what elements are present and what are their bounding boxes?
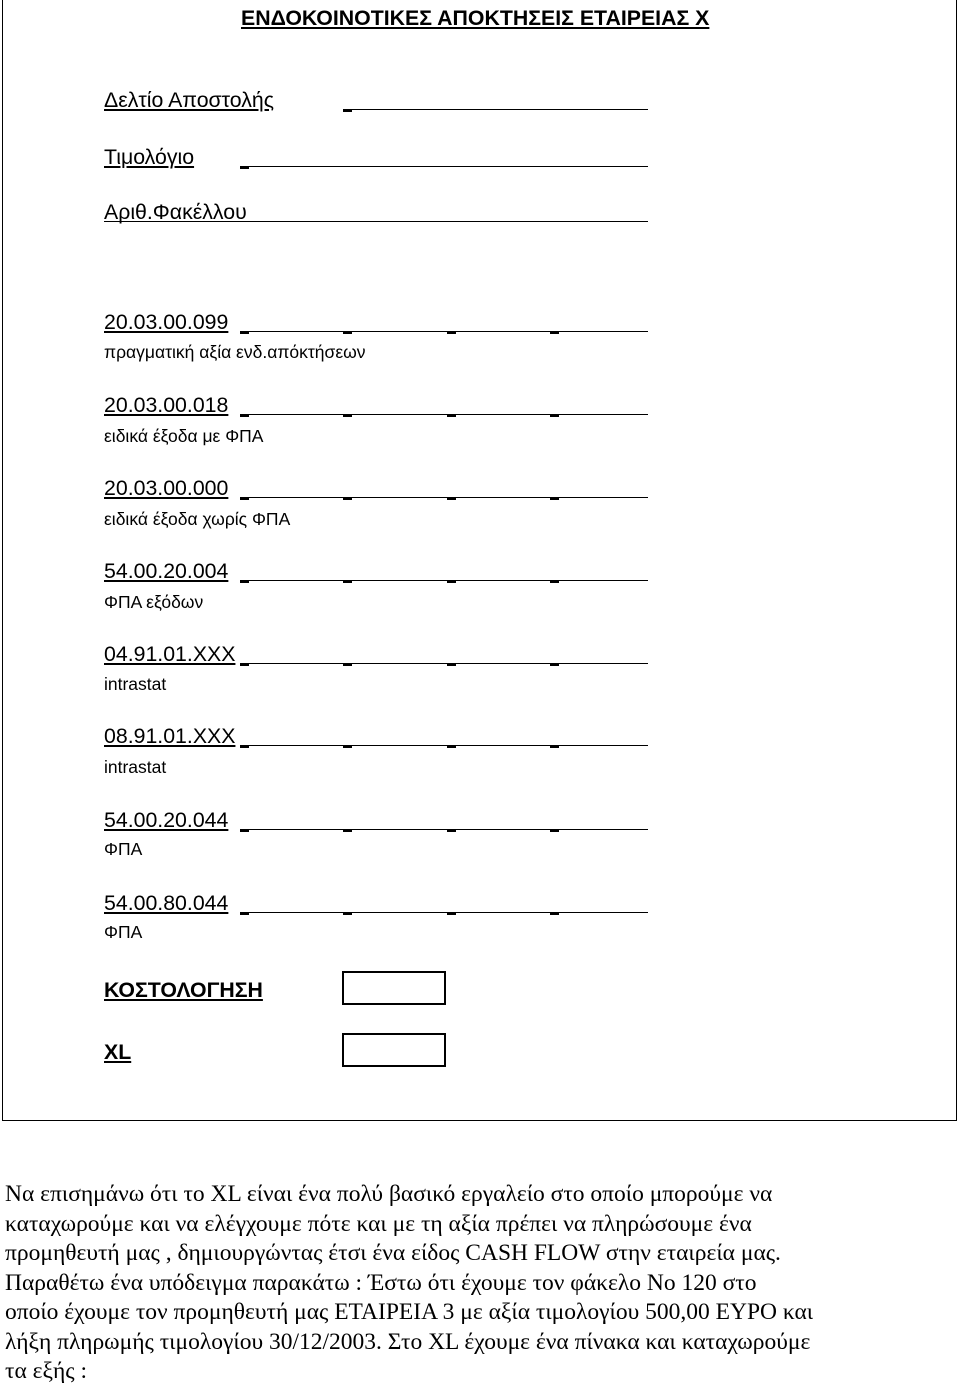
note-line: λήξη πληρωμής τιμολογίου 30/12/2003. Στο XL έχουμε ένα πίνακα και καταχωρούμε <box>5 1328 811 1355</box>
blank-mark <box>447 331 456 334</box>
account-description: intrastat <box>104 674 167 694</box>
blank-mark <box>447 497 456 500</box>
account-amount-field[interactable] <box>240 663 648 664</box>
xl-box[interactable] <box>342 1033 446 1067</box>
account-code: 20.03.00.099 <box>104 310 229 334</box>
account-amount-field[interactable] <box>240 580 648 581</box>
account-amount-field[interactable] <box>240 414 648 415</box>
account-code: 08.91.01.ΧΧΧ <box>104 724 236 748</box>
blank-mark <box>343 663 352 666</box>
blank-mark <box>447 829 456 832</box>
blank-mark <box>240 414 249 417</box>
blank-mark <box>447 580 456 583</box>
blank-mark <box>550 912 559 915</box>
invoice-label: Τιμολόγιο <box>104 145 195 169</box>
delivery-note-field[interactable] <box>343 109 648 110</box>
account-amount-field[interactable] <box>240 912 648 913</box>
account-amount-field[interactable] <box>240 331 648 332</box>
blank-mark <box>550 663 559 666</box>
account-description: ειδικά έξοδα με ΦΠΑ <box>104 426 264 446</box>
note-line: οποίο έχουμε τον προμηθευτή μας ΕΤΑΙΡΕΙΑ 3 με αξία τιμολογίου 500,00 ΕΥΡΟ και <box>5 1299 814 1325</box>
blank-mark <box>550 745 559 748</box>
file-number-label: Αριθ.Φακέλλου <box>104 200 247 224</box>
blank-mark <box>447 912 456 915</box>
blank-mark <box>550 829 559 832</box>
blank-mark <box>240 829 249 832</box>
note-line: τα εξής : <box>5 1358 87 1384</box>
blank-mark <box>240 745 249 748</box>
blank-mark <box>343 745 352 748</box>
costing-box[interactable] <box>342 971 446 1005</box>
blank-mark <box>343 414 352 417</box>
account-description: ΦΠΑ <box>104 839 143 859</box>
blank-mark <box>447 414 456 417</box>
file-number-field[interactable] <box>104 221 648 222</box>
note-paragraph <box>5 1180 813 1387</box>
account-code: 20.03.00.000 <box>104 476 229 500</box>
blank-mark <box>240 331 249 334</box>
document-title: ΕΝΔΟΚΟΙΝΟΤΙΚΕΣ ΑΠΟΚΤΗΣΕΙΣ ΕΤΑΙΡΕΙΑΣ Χ <box>241 6 710 30</box>
delivery-note-label: Δελτίο Αποστολής <box>104 88 274 112</box>
account-description: πραγματική αξία ενδ.απόκτήσεων <box>104 342 366 362</box>
note-line: Να επισημάνω ότι το XL είναι ένα πολύ βασικό εργαλείο στο οποίο μπορούμε να <box>5 1181 773 1207</box>
blank-mark <box>240 580 249 583</box>
account-code: 54.00.20.004 <box>104 559 229 583</box>
blank-mark <box>343 912 352 915</box>
account-code: 54.00.80.044 <box>104 891 229 915</box>
blank-mark <box>343 109 352 112</box>
account-description: intrastat <box>104 757 167 777</box>
costing-label: ΚΟΣΤΟΛΟΓΗΣΗ <box>104 978 263 1002</box>
note-line: καταχωρούμε και να ελέγχουμε πότε και με τη αξία πρέπει να πληρώσουμε ένα <box>5 1210 752 1237</box>
account-code: 20.03.00.018 <box>104 393 229 417</box>
note-line: προμηθευτή μας , δημιουργώντας έτσι ένα είδος CASH FLOW στην εταιρεία μας. <box>5 1240 781 1266</box>
account-description: ειδικά έξοδα χωρίς ΦΠΑ <box>104 509 291 529</box>
invoice-field[interactable] <box>240 166 648 167</box>
note-line: Παραθέτω ένα υπόδειγμα παρακάτω : Έστω ότι έχουμε τον φάκελο Νο 120 στο <box>5 1269 757 1296</box>
blank-mark <box>550 497 559 500</box>
account-description: ΦΠΑ <box>104 922 143 942</box>
blank-mark <box>240 912 249 915</box>
blank-mark <box>343 331 352 334</box>
blank-mark <box>343 497 352 500</box>
blank-mark <box>447 745 456 748</box>
blank-mark <box>550 580 559 583</box>
blank-mark <box>343 580 352 583</box>
blank-mark <box>240 663 249 666</box>
xl-label: XL <box>104 1040 132 1064</box>
account-code: 04.91.01.ΧΧΧ <box>104 642 236 666</box>
blank-mark <box>343 829 352 832</box>
account-code: 54.00.20.044 <box>104 808 229 832</box>
blank-mark <box>550 414 559 417</box>
blank-mark <box>240 166 249 169</box>
blank-mark <box>447 663 456 666</box>
account-amount-field[interactable] <box>240 497 648 498</box>
account-description: ΦΠΑ εξόδων <box>104 592 204 612</box>
blank-mark <box>550 331 559 334</box>
blank-mark <box>240 497 249 500</box>
account-amount-field[interactable] <box>240 745 648 746</box>
account-amount-field[interactable] <box>240 829 648 830</box>
